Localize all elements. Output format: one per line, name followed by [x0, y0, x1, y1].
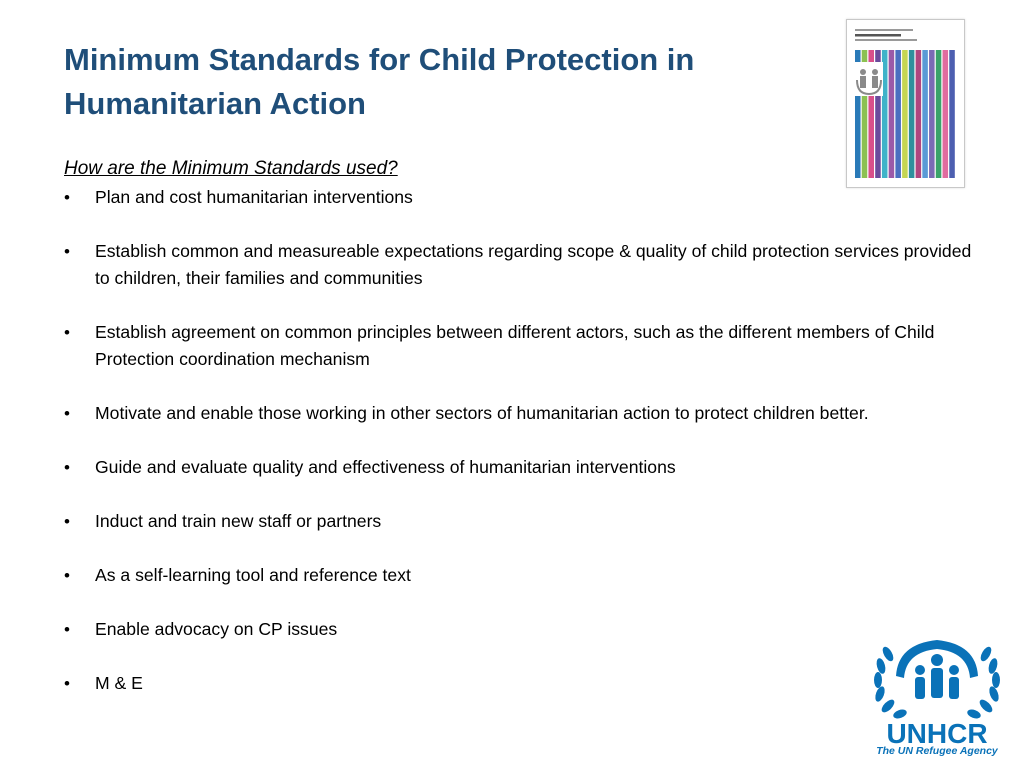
cover-stripe: [916, 50, 922, 178]
cover-stripe: [943, 50, 949, 178]
list-item: [64, 238, 972, 292]
list-item-text: Plan and cost humanitarian interventions: [95, 187, 413, 207]
cover-stripe: [949, 50, 955, 178]
book-cover-image: [846, 19, 965, 188]
cover-family-icon: [855, 62, 883, 96]
list-item-text: Induct and train new staff or partners: [95, 511, 382, 531]
bullet-marker: •: [64, 242, 70, 261]
cover-stripe: [922, 50, 928, 178]
bullet-marker: •: [64, 323, 70, 342]
list-item: [64, 562, 972, 589]
bullet-marker: •: [64, 512, 70, 531]
bullet-marker: •: [64, 620, 70, 639]
list-item: [64, 616, 972, 643]
list-item-text: Enable advocacy on CP issues: [95, 619, 338, 639]
bullet-marker: •: [64, 458, 70, 477]
cover-stripe: [909, 50, 915, 178]
list-item: [64, 319, 972, 373]
list-item-text: As a self-learning tool and reference text: [95, 565, 411, 585]
list-item: [64, 670, 972, 697]
bullet-marker: •: [64, 674, 70, 693]
bullet-marker: •: [64, 404, 70, 423]
bullet-marker: •: [64, 188, 70, 207]
list-item: [64, 184, 972, 211]
cover-stripe: [902, 50, 908, 178]
unhcr-wordmark: UNHCR: [886, 718, 988, 749]
bullet-marker: •: [64, 566, 70, 585]
section-subtitle: How are the Minimum Standards used?: [64, 158, 398, 179]
book-cover-graphic: [847, 20, 964, 187]
unhcr-logo: [866, 632, 1008, 756]
unhcr-tagline: The UN Refugee Agency: [876, 745, 998, 757]
slide-title: Minimum Standards for Child Protection in Humanitarian Action: [64, 42, 695, 121]
unhcr-logo-icon: [866, 632, 1008, 722]
list-item: [64, 508, 972, 535]
list-item-text: Establish common and measureable expectations regarding scope & quality of child protection services provided to children, their families and communities: [95, 241, 972, 288]
list-item-text: Motivate and enable those working in other sectors of humanitarian action to protect children better.: [95, 403, 869, 423]
list-item: [64, 400, 972, 427]
bullet-list: [64, 184, 972, 724]
list-item-text: Guide and evaluate quality and effectiveness of humanitarian interventions: [95, 457, 676, 477]
list-item-text: Establish agreement on common principles between different actors, such as the different members of Child Protection coordination mechanism: [95, 322, 935, 369]
cover-stripe: [889, 50, 895, 178]
cover-stripe: [936, 50, 942, 178]
list-item-text: M & E: [95, 673, 143, 693]
list-item: [64, 454, 972, 481]
cover-stripe: [895, 50, 901, 178]
cover-stripe: [929, 50, 935, 178]
